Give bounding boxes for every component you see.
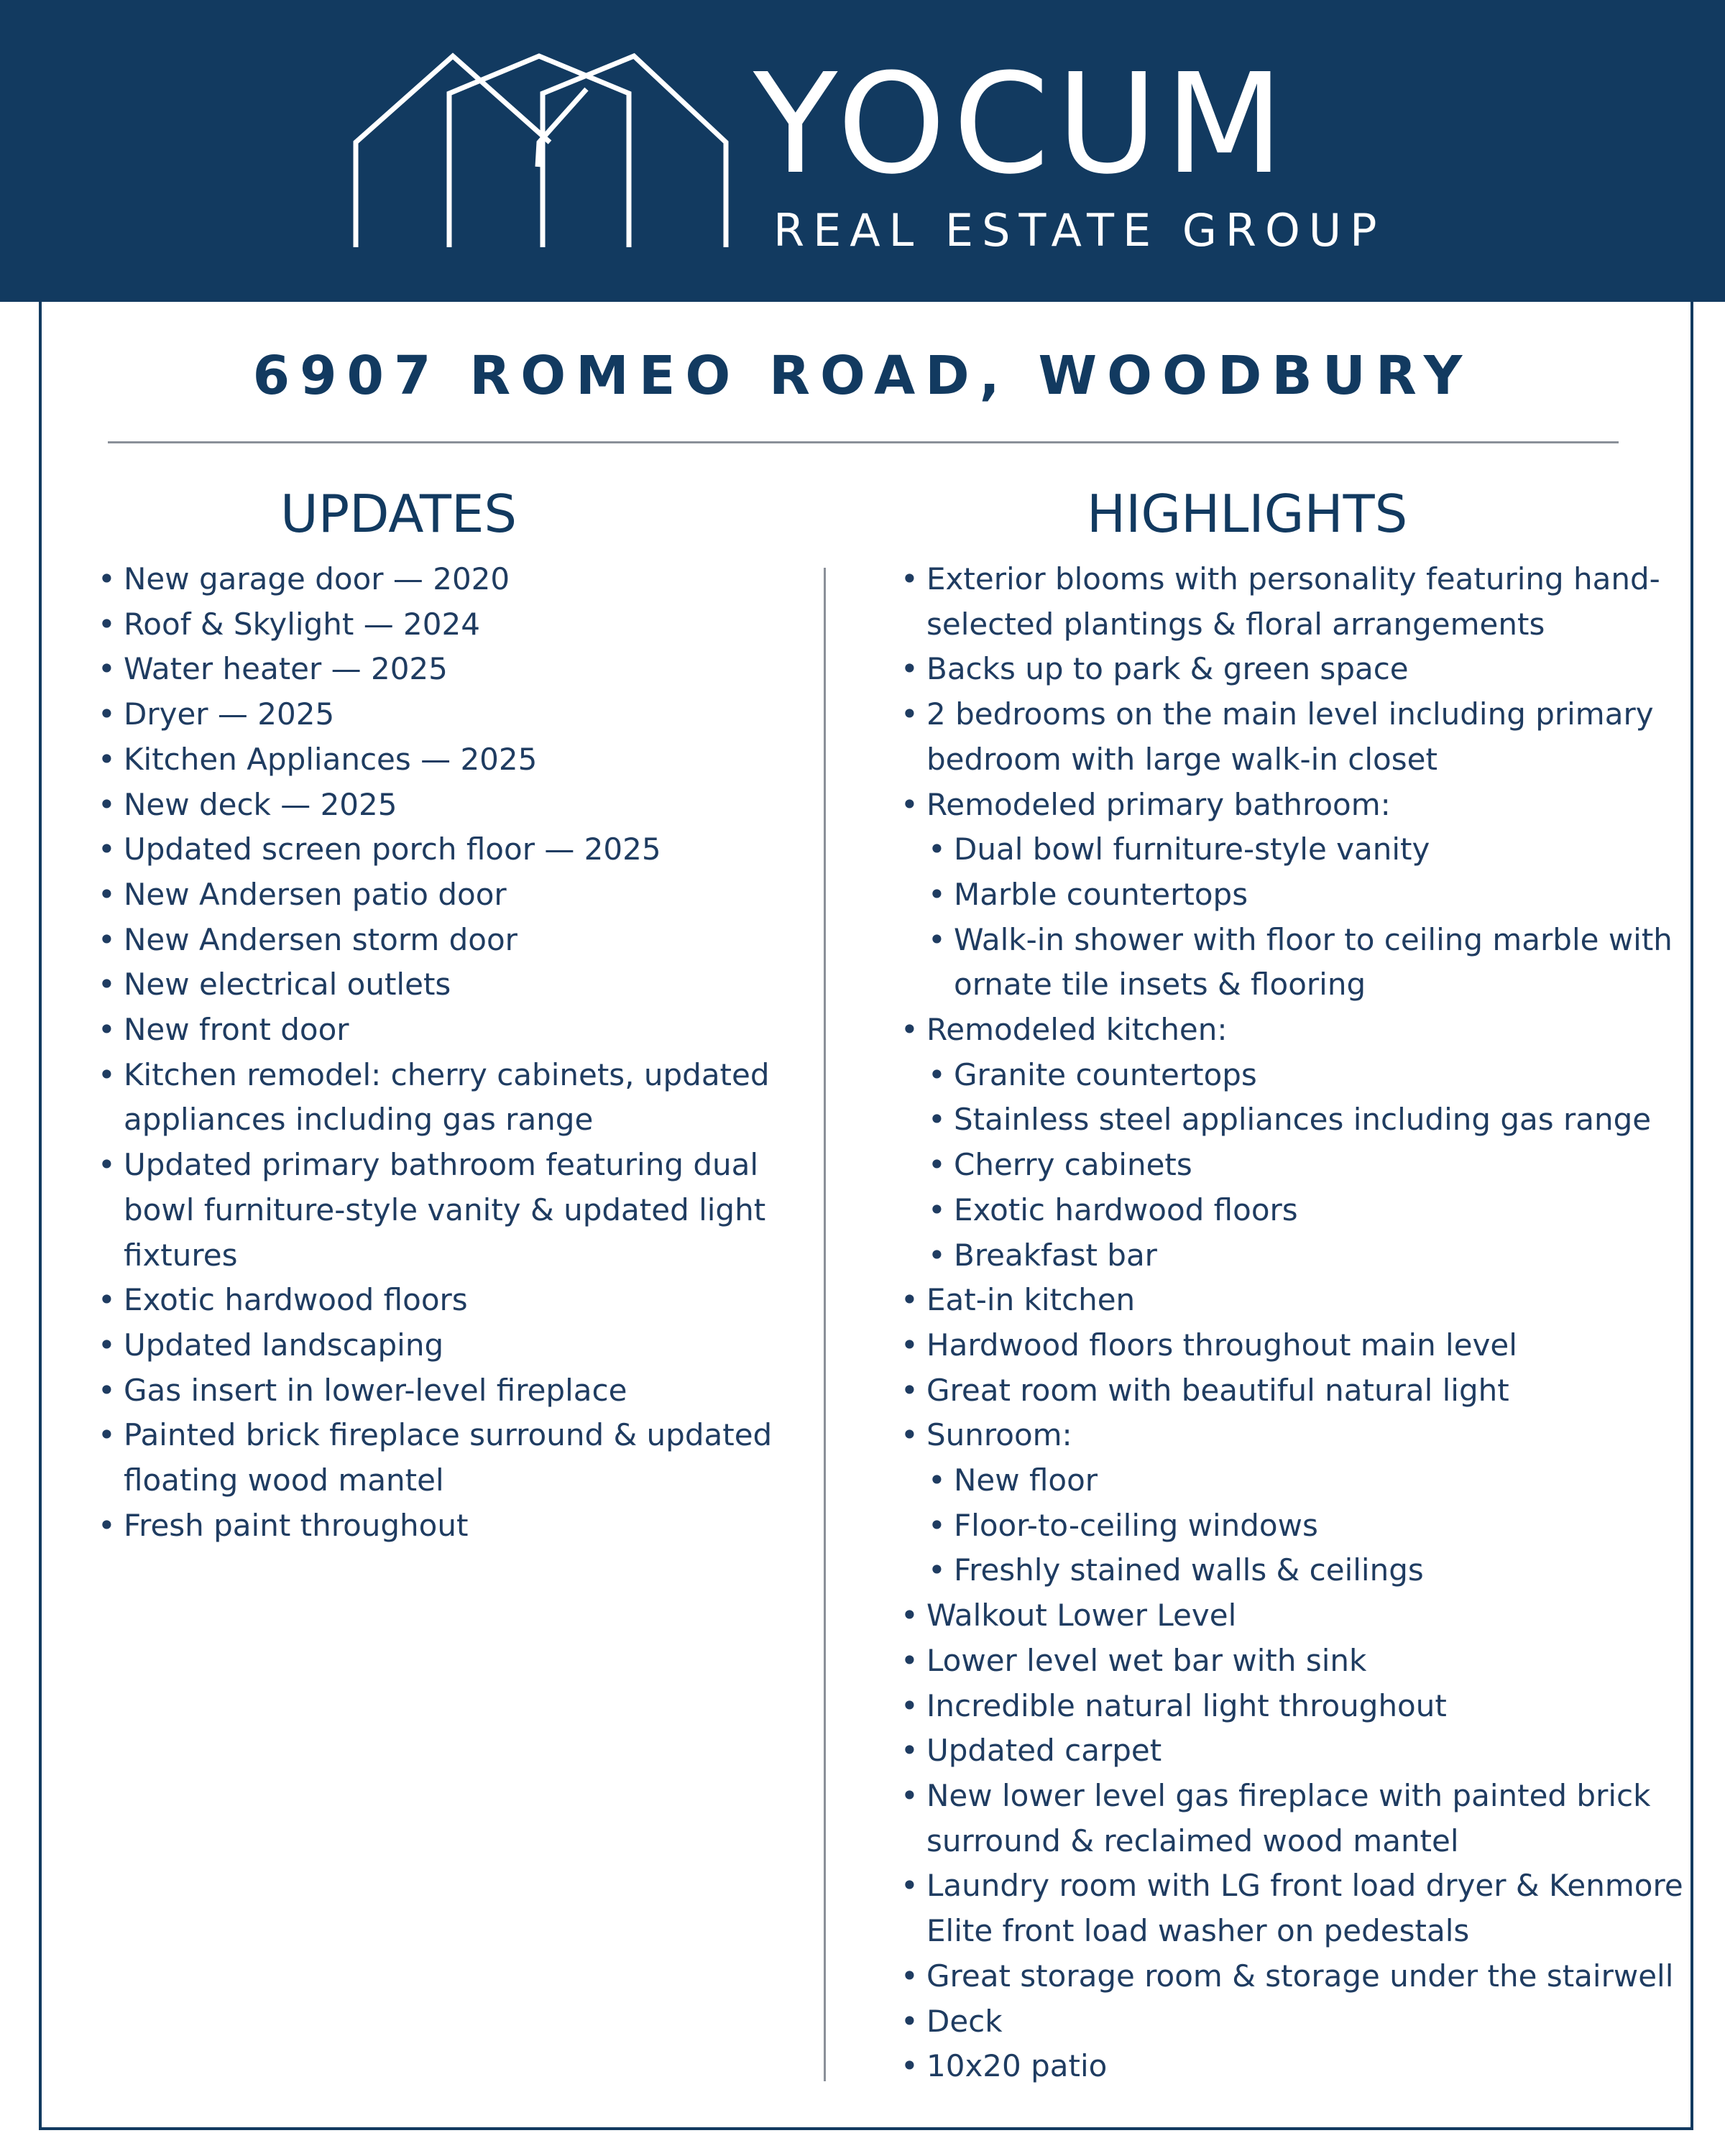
updates-item: • Kitchen Appliances — 2025	[98, 737, 816, 783]
updates-item: • Painted brick fireplace surround & updated floating wood mantel	[98, 1413, 816, 1503]
highlights-item: • Remodeled kitchen:	[901, 1008, 1691, 1053]
highlights-item: • 10x20 patio	[901, 2044, 1691, 2089]
highlights-subitem: • Walk-in shower with floor to ceiling marble with ornate tile insets & flooring	[928, 918, 1691, 1008]
updates-item: • Exotic hardwood floors	[98, 1278, 816, 1323]
updates-item: • New Andersen storm door	[98, 918, 816, 963]
header-banner	[0, 0, 1725, 302]
brand-subtitle: REAL ESTATE GROUP	[773, 204, 1386, 257]
divider-rule	[108, 441, 1619, 443]
highlights-item: • Lower level wet bar with sink	[901, 1639, 1691, 1684]
updates-item: • New Andersen patio door	[98, 872, 816, 918]
updates-item: • Dryer — 2025	[98, 692, 816, 737]
highlights-item: • Great storage room & storage under the stairwell	[901, 1954, 1691, 1999]
updates-item: • Roof & Skylight — 2024	[98, 602, 816, 648]
highlights-item: • Deck	[901, 1999, 1691, 2045]
highlights-item: • Exterior blooms with personality featuring hand-selected plantings & floral arrangements	[901, 557, 1691, 647]
highlights-item: • Remodeled primary bathroom:	[901, 783, 1691, 828]
highlights-subitem: • New floor	[928, 1458, 1691, 1503]
updates-item: • Gas insert in lower-level fireplace	[98, 1368, 816, 1414]
brand-name: YOCUM	[753, 45, 1292, 205]
updates-item: • New electrical outlets	[98, 962, 816, 1008]
updates-item: • Updated primary bathroom featuring dual bowl furniture-style vanity & updated light fixtures	[98, 1143, 816, 1278]
updates-item: • Kitchen remodel: cherry cabinets, updated appliances including gas range	[98, 1053, 816, 1143]
updates-heading: UPDATES	[280, 484, 518, 544]
highlights-list	[901, 557, 1691, 2089]
highlights-item: • Eat-in kitchen	[901, 1278, 1691, 1323]
highlights-item: • 2 bedrooms on the main level including primary bedroom with large walk-in closet	[901, 692, 1691, 782]
updates-item: • New front door	[98, 1008, 816, 1053]
highlights-subitem: • Exotic hardwood floors	[928, 1188, 1691, 1233]
property-address: 6907 ROMEO ROAD, WOODBURY	[252, 345, 1473, 407]
highlights-subitem: • Granite countertops	[928, 1053, 1691, 1098]
highlights-subitem: • Freshly stained walls & ceilings	[928, 1548, 1691, 1593]
highlights-subitem: • Breakfast bar	[928, 1233, 1691, 1279]
highlights-item: • Walkout Lower Level	[901, 1593, 1691, 1639]
updates-item: • Updated screen porch floor — 2025	[98, 827, 816, 872]
updates-item: • Updated landscaping	[98, 1323, 816, 1368]
highlights-item: • Sunroom:	[901, 1413, 1691, 1458]
highlights-item: • New lower level gas fireplace with painted brick surround & reclaimed wood mantel	[901, 1774, 1691, 1864]
highlights-item: • Hardwood floors throughout main level	[901, 1323, 1691, 1368]
updates-item: • Water heater — 2025	[98, 647, 816, 692]
highlights-item: • Laundry room with LG front load dryer & Kenmore Elite front load washer on pedestals	[901, 1864, 1691, 1953]
highlights-item: • Incredible natural light throughout	[901, 1684, 1691, 1729]
highlights-heading: HIGHLIGHTS	[1087, 484, 1408, 544]
highlights-item: • Great room with beautiful natural light	[901, 1368, 1691, 1414]
highlights-subitem: • Cherry cabinets	[928, 1143, 1691, 1188]
highlights-subitem: • Dual bowl furniture-style vanity	[928, 827, 1691, 872]
highlights-subitem: • Stainless steel appliances including gas range	[928, 1097, 1691, 1143]
three-houses-outline-icon	[352, 52, 730, 252]
highlights-item: • Backs up to park & green space	[901, 647, 1691, 692]
updates-list	[98, 557, 816, 1548]
updates-item: • Fresh paint throughout	[98, 1503, 816, 1549]
column-divider	[824, 568, 826, 2081]
highlights-subitem: • Marble countertops	[928, 872, 1691, 918]
updates-item: • New garage door — 2020	[98, 557, 816, 602]
updates-item: • New deck — 2025	[98, 783, 816, 828]
highlights-item: • Updated carpet	[901, 1728, 1691, 1774]
highlights-subitem: • Floor-to-ceiling windows	[928, 1503, 1691, 1549]
